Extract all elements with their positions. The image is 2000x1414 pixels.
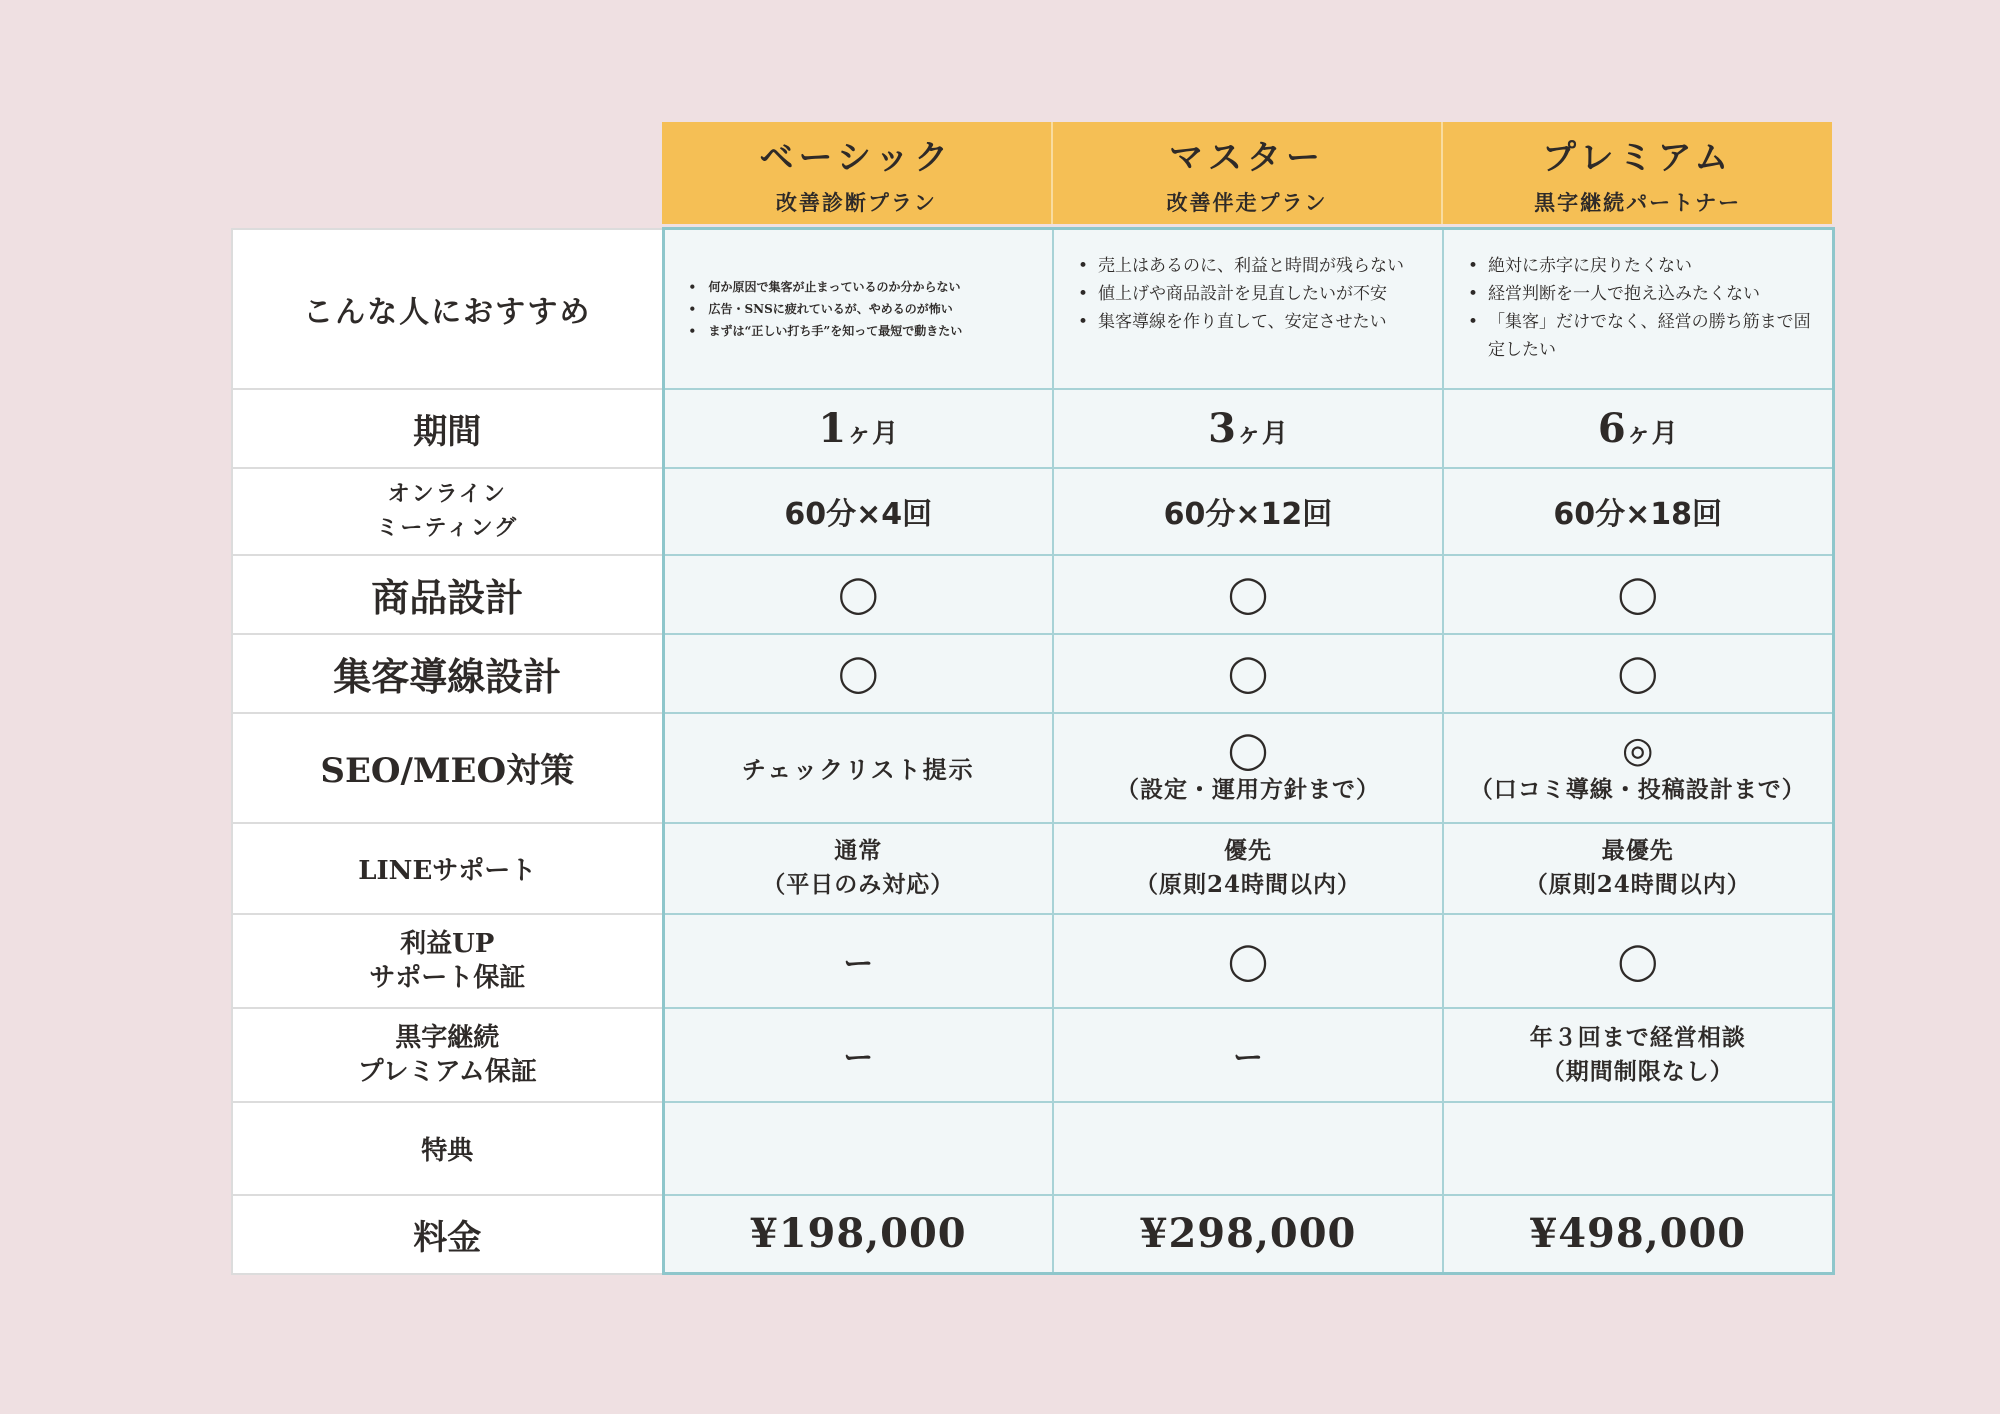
row-recommend (232, 229, 1833, 389)
recommend-list (1054, 252, 1442, 336)
row-price (232, 1195, 1833, 1274)
cell-bonus-basic (663, 1102, 1053, 1195)
cell-recommend-master (1053, 229, 1443, 389)
plan-name: ベーシック (759, 137, 954, 178)
circle-mark-icon: ◯ (1443, 914, 1833, 1008)
row-label: 期間 (232, 389, 663, 468)
circle-mark-icon: ◯ (1227, 730, 1269, 771)
cell-bonus-premium (1443, 1102, 1833, 1195)
cell-line-master: 優先 （原則24時間以内） (1053, 823, 1443, 914)
plan-subtitle: 改善診断プラン (775, 189, 937, 215)
price-basic: ¥198,000 (663, 1195, 1053, 1274)
dash-mark: ー (1053, 1008, 1443, 1102)
list-item: • 「集客」だけでなく、経営の勝ち筋まで固定したい (1466, 308, 1820, 364)
row-bonus (232, 1102, 1833, 1195)
circle-mark-icon: ◯ (663, 555, 1053, 634)
row-label: 集客導線設計 (232, 634, 663, 713)
cell-seo-master (1053, 713, 1443, 823)
plan-subtitle: 黒字継続パートナー (1534, 189, 1742, 215)
plan-header-master (1051, 122, 1442, 224)
cell-black-premium: 年３回まで経営相談 （期間制限なし） (1443, 1008, 1833, 1102)
comparison-table (231, 227, 1835, 1275)
row-line-support (232, 823, 1833, 914)
plan-name: マスター (1169, 137, 1325, 178)
row-label: 特典 (232, 1102, 663, 1195)
cell-line-premium: 最優先 （原則24時間以内） (1443, 823, 1833, 914)
recommend-list (665, 276, 1053, 342)
row-label: 商品設計 (232, 555, 663, 634)
price-master: ¥298,000 (1053, 1195, 1443, 1274)
row-label: LINEサポート (232, 823, 663, 914)
circle-mark-icon: ◯ (1443, 634, 1833, 713)
row-seo (232, 713, 1833, 823)
seo-note: （口コミ導線・投稿設計まで） (1469, 776, 1806, 803)
plan-header-premium (1441, 122, 1832, 224)
circle-mark-icon: ◯ (663, 634, 1053, 713)
row-label: 利益UP サポート保証 (232, 914, 663, 1008)
cell-period-premium: 6ヶ月 (1443, 389, 1833, 468)
cell-seo-basic: チェックリスト提示 (663, 713, 1053, 823)
row-black-guarantee (232, 1008, 1833, 1102)
cell-meeting-master: 60分×12回 (1053, 468, 1443, 555)
circle-mark-icon: ◯ (1443, 555, 1833, 634)
list-item: • 何か原因で集客が止まっているのか分からない (687, 276, 1041, 298)
cell-recommend-premium (1443, 229, 1833, 389)
row-label: 料金 (232, 1195, 663, 1274)
plan-name: プレミアム (1542, 137, 1734, 178)
row-meeting (232, 468, 1833, 555)
plan-header-basic (662, 122, 1051, 224)
cell-recommend-basic (663, 229, 1053, 389)
row-label: 黒字継続 プレミアム保証 (232, 1008, 663, 1102)
list-item: • 集客導線を作り直して、安定させたい (1076, 308, 1430, 336)
cell-meeting-premium: 60分×18回 (1443, 468, 1833, 555)
circle-mark-icon: ◯ (1053, 914, 1443, 1008)
circle-mark-icon: ◯ (1053, 634, 1443, 713)
recommend-list (1444, 252, 1832, 364)
list-item: • 経営判断を一人で抱え込みたくない (1466, 280, 1820, 308)
row-label: こんな人におすすめ (232, 229, 663, 389)
row-label: SEO/MEO対策 (232, 713, 663, 823)
double-circle-mark-icon: ◎ (1622, 730, 1654, 771)
row-label: オンライン ミーティング (232, 468, 663, 555)
row-funnel (232, 634, 1833, 713)
cell-period-basic: 1ヶ月 (663, 389, 1053, 468)
price-premium: ¥498,000 (1443, 1195, 1833, 1274)
seo-note: （設定・運用方針まで） (1116, 776, 1380, 803)
row-profit-guarantee (232, 914, 1833, 1008)
circle-mark-icon: ◯ (1053, 555, 1443, 634)
plan-subtitle: 改善伴走プラン (1166, 189, 1328, 215)
row-period (232, 389, 1833, 468)
list-item: • 値上げや商品設計を見直したいが不安 (1076, 280, 1430, 308)
cell-seo-premium (1443, 713, 1833, 823)
cell-meeting-basic: 60分×4回 (663, 468, 1053, 555)
plan-header (662, 122, 1832, 224)
list-item: • 広告・SNSに疲れているが、やめるのが怖い (687, 298, 1041, 320)
dash-mark: ー (663, 914, 1053, 1008)
list-item: • 絶対に赤字に戻りたくない (1466, 252, 1820, 280)
row-product (232, 555, 1833, 634)
cell-bonus-master (1053, 1102, 1443, 1195)
list-item: • まずは“正しい打ち手”を知って最短で動きたい (687, 320, 1041, 342)
dash-mark: ー (663, 1008, 1053, 1102)
list-item: • 売上はあるのに、利益と時間が残らない (1076, 252, 1430, 280)
cell-period-master: 3ヶ月 (1053, 389, 1443, 468)
cell-line-basic: 通常 （平日のみ対応） (663, 823, 1053, 914)
